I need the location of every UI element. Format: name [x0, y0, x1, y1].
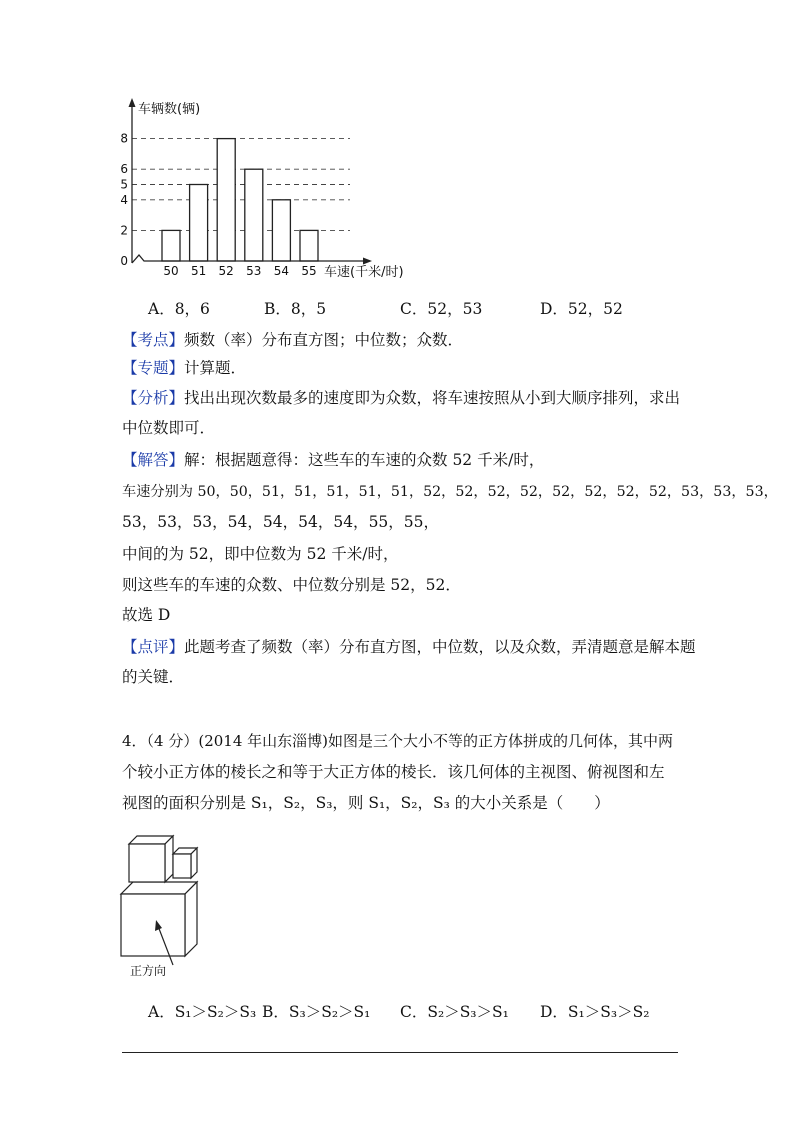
zhuanti-text: 计算题．	[184, 359, 247, 377]
y-tick-label: 8	[120, 131, 128, 146]
solution-line-2: 车速分别为 50，50，51，51，51，51，51，52，52，52，52，52，52，52，52，53，53，53，	[122, 484, 778, 500]
y-axis-arrow	[129, 98, 136, 107]
dianping-line-2: 的关键．	[122, 668, 185, 686]
y-tick-label: 4	[120, 192, 128, 207]
footer-rule	[122, 1052, 678, 1053]
q4-option-d[interactable]: D．S₁＞S₃＞S₂	[540, 1003, 650, 1021]
fenxi-tag: 【分析】	[122, 389, 185, 407]
fenxi-line-1	[122, 388, 680, 408]
bar-55	[300, 230, 318, 261]
bar-54	[272, 200, 290, 261]
jieda-tag: 【解答】	[122, 451, 185, 469]
medium-cube-side	[165, 836, 173, 882]
q3-option-a[interactable]: A．8，6	[148, 300, 210, 318]
large-cube-top	[121, 882, 197, 894]
fenxi-text-1: 找出出现次数最多的速度即为众数，将车速按照从小到大顺序排列，求出	[184, 389, 681, 407]
medium-cube-front	[129, 844, 165, 882]
x-tick-label: 54	[273, 264, 290, 278]
large-cube-front	[121, 894, 185, 956]
x-tick-label: 50	[163, 264, 179, 278]
front-direction-label: 正方向	[130, 964, 167, 978]
dianping-tag: 【点评】	[122, 638, 185, 656]
fenxi-line-2: 中位数即可．	[122, 419, 216, 437]
dianping-text-1: 此题考查了频数（率）分布直方图，中位数，以及众数，弄清题意是解本题	[184, 638, 696, 656]
y-tick-label: 0	[120, 254, 128, 268]
q3-option-b[interactable]: B．8，5	[264, 300, 327, 318]
q4-option-c[interactable]: C．S₂＞S₃＞S₁	[400, 1003, 509, 1021]
x-axis-label: 车速(千米/时)	[324, 265, 404, 280]
x-tick-label: 53	[246, 264, 262, 278]
jieda-line	[122, 450, 544, 470]
q4-line-2: 个较小正方体的棱长之和等于大正方体的棱长．该几何体的主视图、俯视图和左	[122, 763, 665, 781]
solution-line-3: 53，53，53，54，54，54，54，55，55，	[122, 513, 440, 531]
y-tick-label: 6	[120, 162, 128, 177]
q4-option-b[interactable]: B．S₃＞S₂＞S₁	[262, 1003, 371, 1021]
solution-line-6: 故选 D	[122, 606, 171, 624]
bar-50	[162, 230, 180, 261]
x-tick-label: 51	[190, 264, 207, 278]
x-axis-arrow	[363, 258, 372, 265]
small-cube-side	[191, 848, 197, 878]
y-tick-label: 2	[120, 223, 128, 238]
cube-figure	[115, 822, 225, 982]
solution-line-5: 则这些车的车速的众数、中位数分别是 52，52．	[122, 576, 461, 594]
speed-histogram	[110, 95, 420, 285]
q4-line-1: 4．（4 分）(2014 年山东淄博)如图是三个大小不等的正方体拼成的几何体，其中两	[122, 732, 674, 750]
bar-52	[217, 139, 235, 261]
q3-option-c[interactable]: C．52，53	[400, 300, 483, 318]
kaodian-tag: 【考点】	[122, 331, 185, 349]
x-tick-label: 55	[301, 264, 317, 278]
small-cube-front	[173, 854, 191, 878]
kaodian-text: 频数（率）分布直方图；中位数；众数．	[184, 331, 464, 349]
dianping-line-1	[122, 637, 696, 657]
large-cube-side	[185, 882, 197, 956]
q4-option-a[interactable]: A．S₁＞S₂＞S₃	[148, 1003, 257, 1021]
bar-51	[190, 185, 208, 262]
y-axis-label: 车辆数(辆)	[138, 102, 201, 117]
y-tick-label: 5	[120, 177, 128, 192]
q4-line-3: 视图的面积分别是 S₁，S₂，S₃，则 S₁，S₂，S₃ 的大小关系是（ ）	[122, 794, 610, 812]
zhuanti-tag: 【专题】	[122, 359, 185, 377]
kaodian-line	[122, 330, 463, 350]
jieda-text: 解：根据题意得：这些车的车速的众数 52 千米/时，	[184, 451, 545, 469]
zhuanti-line	[122, 358, 246, 378]
q3-option-d[interactable]: D．52，52	[540, 300, 623, 318]
bar-53	[245, 169, 263, 261]
solution-line-4: 中间的为 52，即中位数为 52 千米/时，	[122, 545, 399, 563]
x-tick-label: 52	[218, 264, 234, 278]
